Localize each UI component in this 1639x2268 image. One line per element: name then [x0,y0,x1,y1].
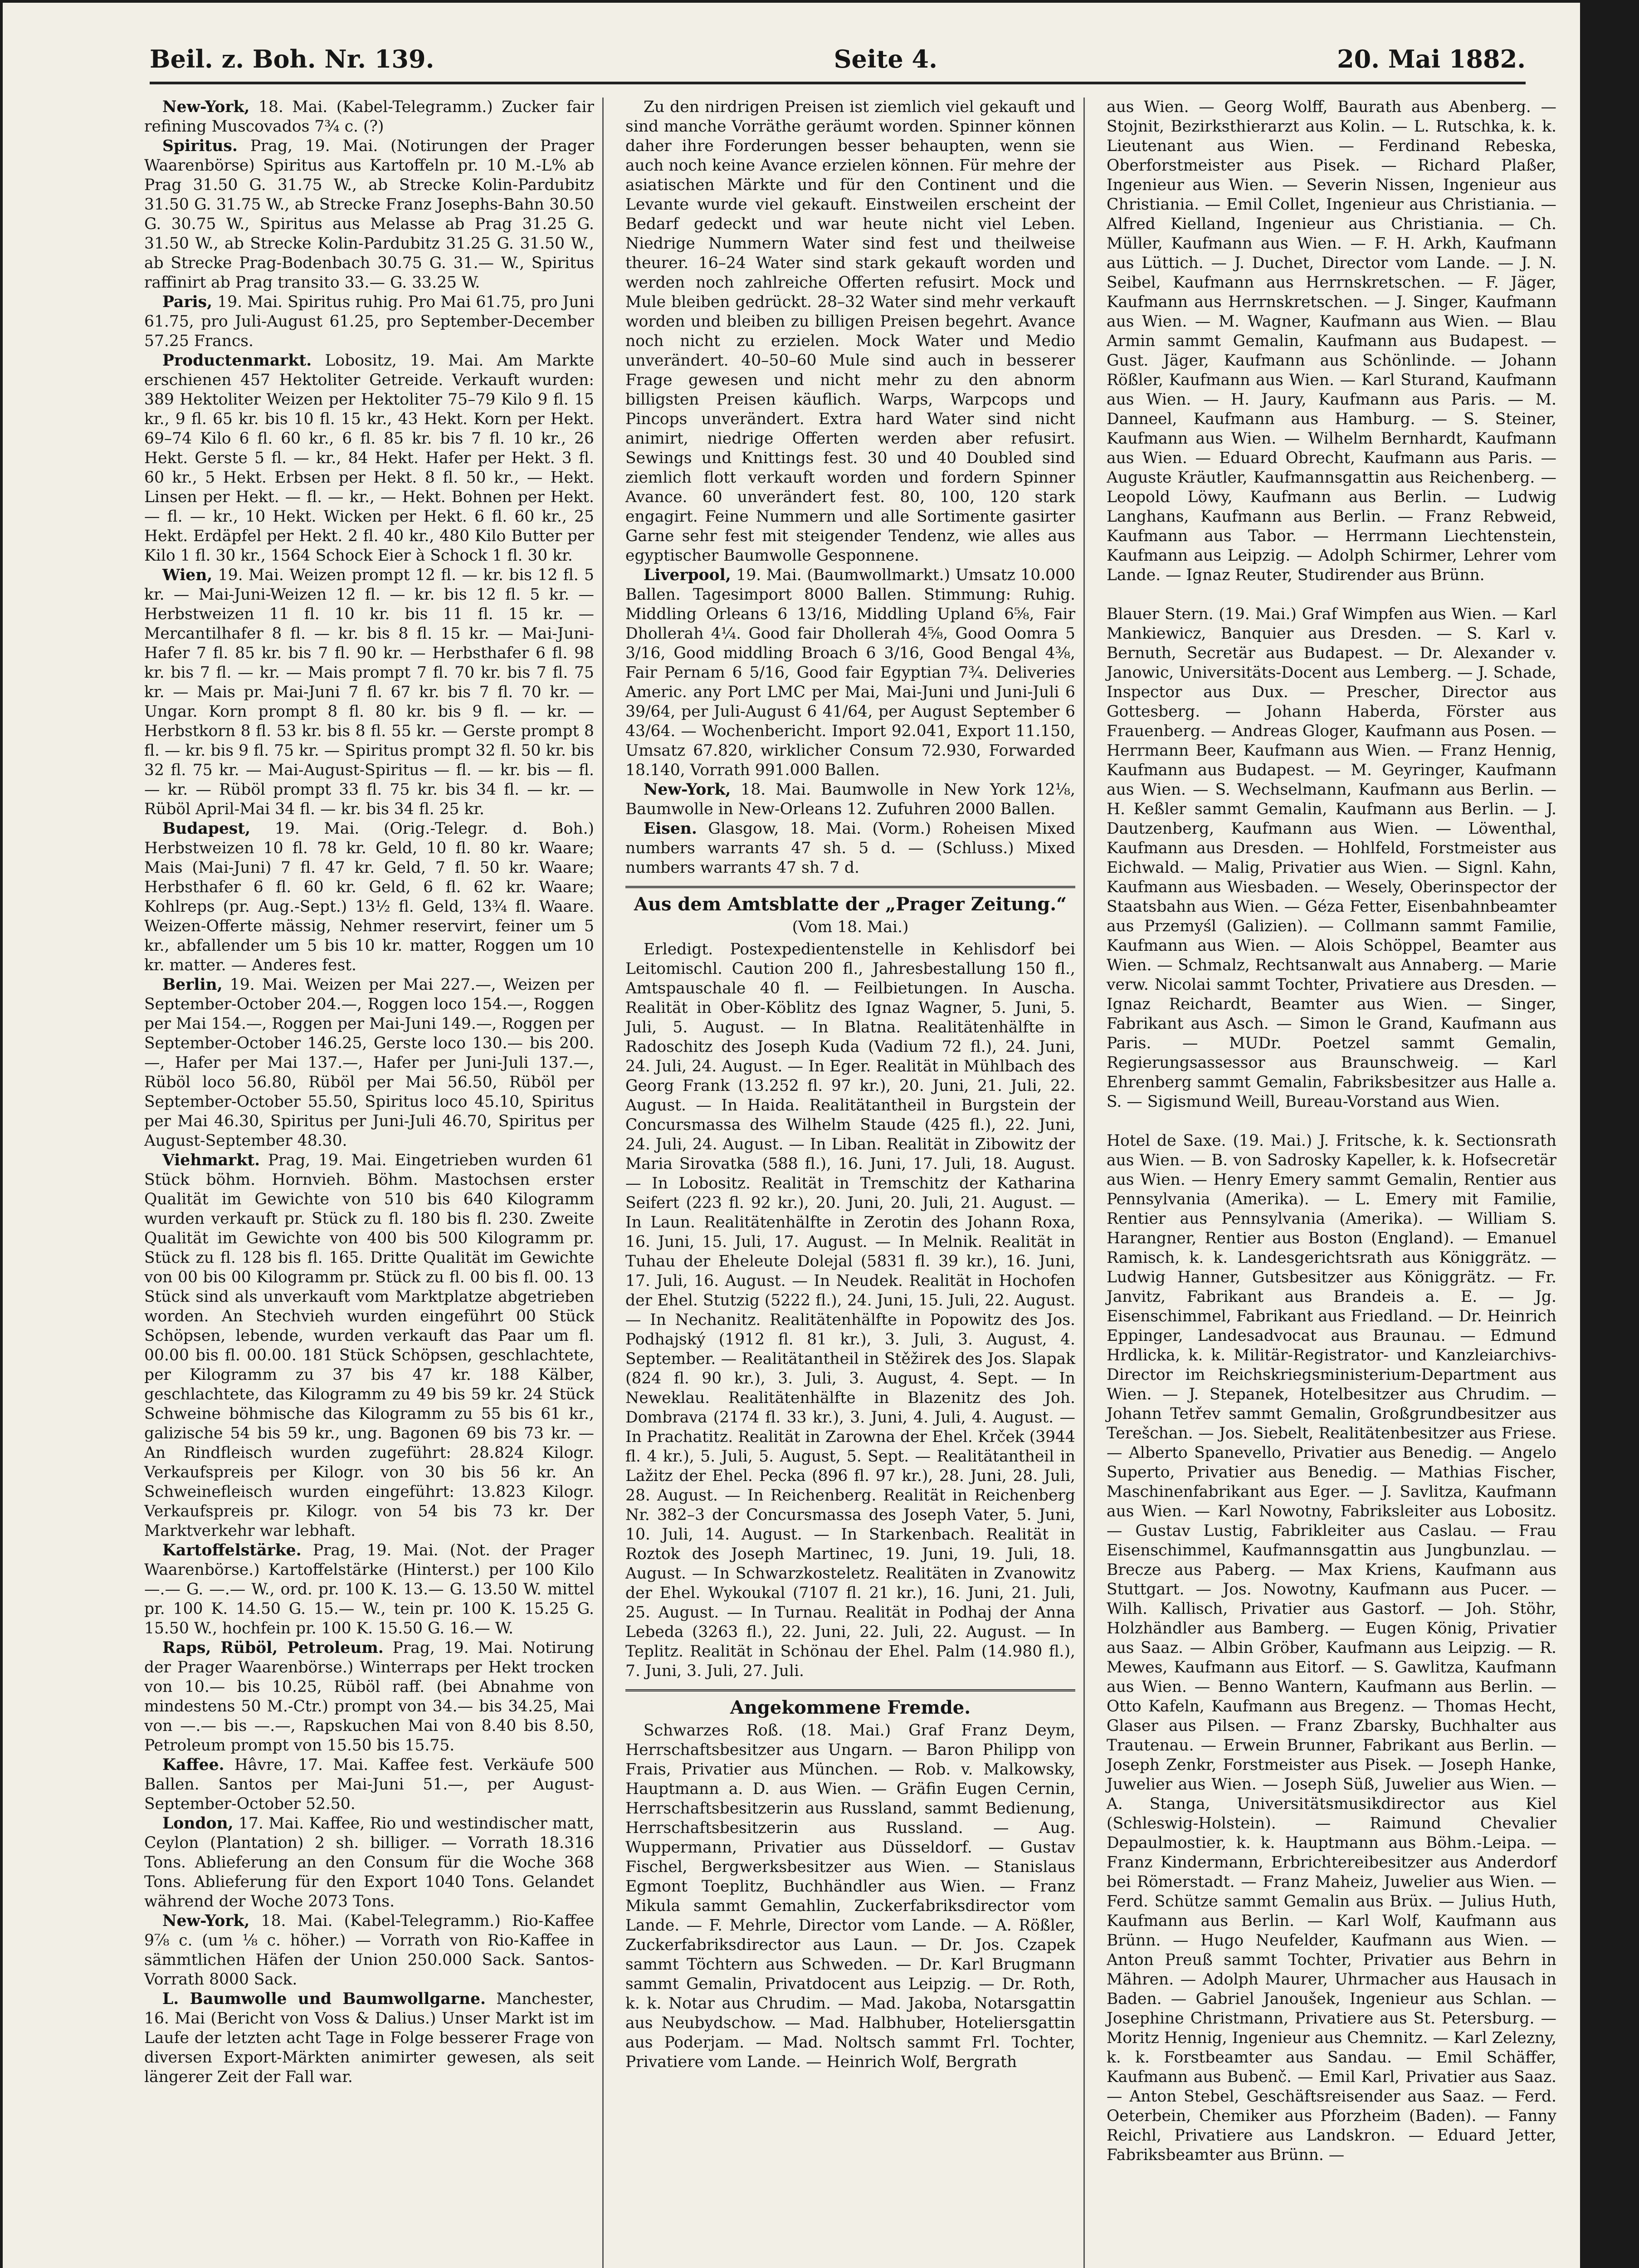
market-report-item [144,137,594,293]
report-heading: New-York, [162,1912,250,1930]
fremde-text: Schwarzes Roß. (18. Mai.) Graf Franz Deym, Herrschaftsbesitzer aus Ungarn. — Baron Philipp von Frais, Privatier aus München. — Rob. v. Malkowsky, Hauptmann a. D. aus Wien. — Gräfin Eugen Cernin, Herrschaftsbesitzerin aus Russland, sammt Bedienung, Herrschaftsbesitzerin aus Russland. — Aug. Wuppermann, Privatier aus Düsseldorf. — Gustav Fischel, Bergwerksbesitzer aus Wien. — Stanislaus Egmont Toeplitz, Buchhändler aus Wien. — Franz Mikula sammt Gemahlin, Zuckerfabriksdirector vom Lande. — F. Mehrle, Director vom Lande. — A. Rößler, Zuckerfabriksdirector aus Laun. — Dr. Jos. Czapek sammt Töchtern aus Schweden. — Dr. Karl Brugmann sammt Gemalin, Privatdocent aus Leipzig. — Dr. Roth, k. k. Notar aus Chrudim. — Mad. Jakoba, Notarsgattin aus Neubydschow. — Mad. Halbhuber, Hoteliersgattin aus Poderjam. — Mad. Noltsch sammt Frl. Tochter, Privatiere vom Lande. — Heinrich Wolf, Bergrath [625,1721,1075,2071]
amtsblatt-date: (Vom 18. Mai.) [792,918,909,936]
market-report-item [144,819,594,975]
report-heading: Kartoffelstärke. [162,1541,302,1559]
report-heading: Berlin, [162,976,223,994]
header-left: Beil. z. Boh. Nr. 139. [150,44,434,73]
market-report-item [625,819,1075,878]
report-heading: Wien, [162,566,213,584]
column-1 [136,98,604,2268]
market-report-item [144,293,594,351]
report-text: 18. Mai. (Kabel-Telegramm.) Rio-Kaffee 9⅞ c. (um ⅛ c. höher.) — Vorrath von Rio-Kaffee in sämmtlichen Häfen der Union 250.000 Sack. Santos-Vorrath 8000 Sack. [144,1912,594,1989]
report-text: Prag, 19. Mai. Notirung der Prager Waarenbörse.) Winterraps per Hekt trocken von 10.— bis 10.25, Rüböl raff. (bei Abnahme von mindestens 50 M.-Ctr.) prompt von 34.— bis 34.25, Mai von —.— bis —.—, Rapskuchen Mai von 8.40 bis 8.50, Petroleum prompt von 15.50 bis 15.75. [144,1639,595,1755]
report-text: 19. Mai. Spiritus ruhig. Pro Mai 61.75, pro Juni 61.75, pro Juli-August 61.25, pro September-December 57.25 Francs. [144,293,594,350]
report-heading: Raps, Rüböl, Petroleum. [162,1639,384,1657]
market-report-item [144,1911,594,1989]
fremde-title: Angekommene Fremde. [730,1697,971,1718]
page-header [150,36,1526,84]
report-text: Manchester, 16. Mai (Bericht von Voss & Dalius.) Unser Markt ist im Laufe der letzten acht Tage in Folge besserer Frage von diversen Export-Märkten animirter gewesen, als seit längerer Zeit der Fall war. [144,1990,594,2086]
report-text: Zu den nirdrigen Preisen ist ziemlich viel gekauft und sind manche Vorräthe geräumt worden. Spinner können daher ihre Forderungen besser behaupten, wenn sie auch noch keine Avance erzielen können. Für mehre der asiatischen Märkte und für den Continent und die Levante wurde viel gekauft. Einstweilen erscheint der Bedarf gedeckt und war heute nicht viel Leben. Niedrige Nummern Water sind fest und theilweise theurer. 16–24 Water sind stark gekauft worden und werden noch zahlreiche Offerten refusirt. Mock und Mule bleiben gedrückt. 28–32 Water sind mehr verkauft worden und bleiben zu billigen Preisen begehrt. Avance noch nicht zu erzielen. Mock Water und Medio unverändert. 40–50–60 Mule sind auch in besserer Frage gewesen und nicht mehr zu den abnorm billigsten Preisen käuflich. Warps, Warpcops und Pincops unverändert. Extra hard Water sind nicht animirt, niedrige Offerten werden aber refusirt. Sewings und Knittings fest. 30 und 40 Doubled sind ziemlich flott verkauft worden und fordern Spinner Avance. 60 unverändert fest. 80, 100, 120 stark engagirt. Feine Nummern und alle Sortimente gasirter Garne sehr fest mit steigender Tendenz, wie alles aus egyptischer Baumwolle Gesponnene. [625,98,1075,565]
report-text: 19. Mai. (Baumwollmarkt.) Umsatz 10.000 Ballen. Tagesimport 8000 Ballen. Stimmung: Ruhig. Middling Orleans 6 13/16, Middling Upland 6⅝, Fair Dhollerah 4¼. Good fair Dhollerah 4⅝, Good Oomra 5 3/16, Good middling Broach 6 3/16, Good Bengal 4⅜, Fair Pernam 6 5/16, Good fair Egyptian 7¾. Deliveries Americ. any Port LMC per Mai, Mai-Juni und Juni-Juli 6 39/64, per Juli-August 6 41/64, per August September 6 43/64. — Wochenbericht. Import 92.041, Export 11.150, Umsatz 67.820, wirklicher Consum 72.930, Forwarded 18.140, Vorrath 991.000 Ballen. [625,566,1075,779]
report-text: Hâvre, 17. Mai. Kaffee fest. Verkäufe 500 Ballen. Santos per Mai-Juni 51.—, per August-September-October 52.50. [144,1756,594,1813]
report-heading: London, [162,1814,234,1833]
report-heading: Productenmarkt. [162,352,312,370]
report-text: Lobositz, 19. Mai. Am Markte erschienen 457 Hektoliter Getreide. Verkauft wurden: 389 Hektoliter Weizen per Hektoliter 75–79 Kilo 9 fl. 15 kr., 9 fl. 65 kr. bis 10 fl. 15 kr., 43 Hekt. Korn per Hekt. 69–74 Kilo 6 fl. 60 kr., 6 fl. 85 kr. bis 7 fl. 10 kr., 26 Hekt. Gerste 5 fl. — kr., 84 Hekt. Hafer per Hekt. 3 fl. 60 kr., 5 Hekt. Erbsen per Hekt. 8 fl. 50 kr., — Hekt. Linsen per Hekt. — fl. — kr., — Hekt. Bohnen per Hekt. — fl. — kr., 10 Hekt. Wicken per Hekt. 6 fl. 60 kr., 25 Hekt. Erdäpfel per Hekt. 2 fl. 40 kr., 480 Kilo Butter per Kilo 1 fl. 30 kr., 1564 Schock Eier à Schock 1 fl. 30 kr. [144,352,594,565]
section-divider [625,1689,1075,1691]
report-heading: Budapest, [162,820,251,838]
market-report-item [144,975,594,1151]
report-text: 19. Mai. Weizen per Mai 227.—, Weizen per September-October 204.—, Roggen loco 154.—, Roggen per Mai 154.—, Roggen per Mai-Juni 149.—, Roggen per September-October 146.25, Gerste loco 130.— bis 200.—, Hafer per Mai 137.—, Hafer per Juni-Juli 137.—, Rüböl loco 56.80, Rüböl per Mai 56.50, Rüböl per September-October 55.50, Spiritus loco 45.10, Spiritus per Mai 46.30, Spiritus per Juni-Juli 46.70, Spiritus per August-September 48.30. [144,976,594,1150]
market-report-item [144,1989,594,2087]
market-report-item [144,1638,594,1755]
market-report-item [144,1151,594,1541]
report-text: 19. Mai. (Orig.-Telegr. d. Boh.) Herbstweizen 10 fl. 78 kr. Geld, 10 fl. 80 kr. Waare; Mais (Mai-Juni) 7 fl. 47 kr. Geld, 7 fl. 50 kr. Waare; Herbsthafer 6 fl. 60 kr. Geld, 6 fl. 62 kr. Waare; Kohlreps (pr. Aug.-Sept.) 13½ fl. Geld, 13¾ fl. Waare. Weizen-Offerte mässig, Nehmer reservirt, feiner um 5 kr., abfallender um 5 bis 10 kr. matter, Roggen um 10 kr. matter. — Anderes fest. [144,820,595,974]
report-heading: Paris, [162,293,213,311]
market-reports-continued [625,98,1075,878]
section-divider [625,886,1075,888]
newspaper-columns [136,98,1565,2268]
report-text: 17. Mai. Kaffee, Rio und westindischer matt, Ceylon (Plantation) 2 sh. billiger. — Vorrath 18.316 Tons. Ablieferung an den Consum für die Woche 368 Tons. Ablieferung für den Export 1040 Tons. Gelandet während der Woche 2073 Tons. [144,1814,595,1911]
report-text: 19. Mai. Weizen prompt 12 fl. — kr. bis 12 fl. 5 kr. — Mai-Juni-Weizen 12 fl. — kr. bis 12 fl. 5 kr. — Herbstweizen 11 fl. 10 kr. bis 11 fl. 15 kr. — Mercantilhafer 8 fl. — kr. bis 8 fl. 15 kr. — Mai-Juni-Hafer 7 fl. 85 kr. bis 7 fl. 90 kr. — Herbsthafer 6 fl. 98 kr. bis 7 fl. — kr. — Mais prompt 7 fl. 70 kr. bis 7 fl. 75 kr. — Mais pr. Mai-Juni 7 fl. 67 kr. bis 7 fl. 70 kr. — Ungar. Korn prompt 8 fl. 80 kr. bis 9 fl. — kr. — Herbstkorn 8 fl. 53 kr. bis 8 fl. 55 kr. — Gerste prompt 8 fl. — kr. bis 9 fl. 75 kr. — Spiritus prompt 32 fl. 50 kr. bis 32 fl. 75 kr. — Mai-August-Spiritus — fl. — kr. bis — fl. — kr. — Rüböl prompt 33 fl. 75 kr. bis 34 fl. — kr. — Rüböl April-Mai 34 fl. — kr. bis 34 fl. 25 kr. [144,566,595,818]
market-report-item [144,1755,594,1814]
market-report-item [625,566,1075,780]
report-text: 18. Mai. (Kabel-Telegramm.) Zucker fair refining Muscovados 7¾ c. (?) [144,98,594,136]
report-text: Prag, 19. Mai. (Notirungen der Prager Waarenbörse) Spiritus aus Kartoffeln pr. 10 M.-L% ab Prag 31.50 G. 31.75 W., ab Strecke Kolin-Pardubitz 31.50 G. 31.75 W., ab Strecke Franz Josephs-Bahn 30.50 G. 30.75 W., Spiritus aus Melasse ab Prag 31.25 G. 31.50 W., ab Strecke Kolin-Pardubitz 31.25 G. 31.50 W., ab Strecke Prag-Bodenbach 30.75 G. 31.— W., Spiritus raffinirt ab Prag transito 33.— G. 33.25 W. [144,137,595,292]
header-date: 20. Mai 1882. [1337,44,1526,73]
report-heading: Liverpool, [644,566,731,584]
market-report-item [625,780,1075,819]
market-report-item [144,1814,594,1911]
header-page-number: Seite 4. [834,44,937,73]
column-2 [617,98,1085,2268]
market-report-item [144,351,594,566]
report-heading: Kaffee. [162,1756,224,1774]
report-text: Prag, 19. Mai. Eingetrieben wurden 61 Stück böhm. Hornvieh. Böhm. Mastochsen erster Qualität im Gewichte von 510 bis 640 Kilogramm wurden verkauft pr. Stück zu fl. 180 bis fl. 230. Zweite Qualität im Gewichte von 400 bis 500 Kilogramm pr. Stück zu fl. 128 bis fl. 165. Dritte Qualität im Gewichte von 00 bis 00 Kilogramm pr. Stück zu fl. 00 bis fl. 00. 13 Stück sind als unverkauft vom Marktplatze abgetrieben worden. An Stechvieh wurden eingeführt 00 Stück Schöpsen, lebende, wurden verkauft das Paar um fl. 00.00 bis fl. 00.00. 181 Stück Schöpsen, geschlachtete, per Kilogramm zu 37 bis 47 kr. 188 Kälber, geschlachtete, das Kilogramm zu 49 bis 59 kr. 24 Stück Schweine böhmische das Kilogramm zu 55 bis 61 kr., galizische 54 bis 59 kr., ung. Bagonen 69 bis 73 kr. — An Rindfleisch wurden zugeführt: 28.824 Kilogr. Verkaufspreis per Kilogr. von 30 bis 56 kr. An Schweinefleisch wurden eingeführt: 13.823 Kilogr. Verkaufspreis pr. Kilogr. von 54 bis 73 kr. Der Marktverkehr war lebhaft. [144,1151,594,1540]
report-text: 18. Mai. Baumwolle in New York 12⅛, Baumwolle in New-Orleans 12. Zufuhren 2000 Ballen. [625,781,1076,818]
fremde-list-continued: aus Wien. — Georg Wolff, Baurath aus Abenberg. — Stojnit, Bezirksthierarzt aus Kolin. — L. Rutschka, k. k. Lieutenant aus Wien. — Ferdinand Rebeska, Oberforstmeister aus Pisek. — Richard Plaßer, Ingenieur aus Wien. — Severin Nissen, Ingenieur aus Christiania. — Emil Collet, Ingenieur aus Christiania. — Alfred Kielland, Ingenieur aus Christiania. — Ch. Müller, Kaufmann aus Wien. — F. H. Arkh, Kaufmann aus Lüttich. — J. Duchet, Director vom Lande. — J. N. Seibel, Kaufmann aus Herrnskretschen. — F. Jäger, Kaufmann aus Herrnskretschen. — J. Singer, Kaufmann aus Wien. — M. Wagner, Kaufmann aus Wien. — Blau Armin sammt Gemalin, Kaufmann aus Budapest. — Gust. Jäger, Kaufmann aus Schönlinde. — Johann Rößler, Kaufmann aus Wien. — Karl Sturand, Kaufmann aus Wien. — H. Jaury, Kaufmann aus Paris. — M. Danneel, Kaufmann aus Hamburg. — S. Steiner, Kaufmann aus Wien. — Wilhelm Bernhardt, Kaufmann aus Wien. — Eduard Obrecht, Kaufmann aus Paris. — Auguste Kräutler, Kaufmannsgattin aus Reichenberg. — Leopold Löwy, Kaufmann aus Berlin. — Ludwig Langhans, Kaufmann aus Berlin. — Franz Rebweid, Kaufmann aus Tabor. — Herrmann Liechtenstein, Kaufmann aus Leipzig. — Adolph Schirmer, Lehrer vom Lande. — Ignaz Reuter, Studirender aus Brünn. Blauer Stern. (19. Mai.) Graf Wimpfen aus Wien. — Karl Mankiewicz, Banquier aus Dresden. — S. Karl v. Bernuth, Secretär aus Budapest. — Dr. Alexander v. Janowic, Universitäts-Docent aus Lemberg. — J. Schade, Inspector aus Dux. — Prescher, Director aus Gottesberg. — Johann Haberda, Förster aus Frauenberg. — Andreas Gloger, Kaufmann aus Posen. — Herrmann Beer, Kaufmann aus Wien. — Franz Hennig, Kaufmann aus Budapest. — M. Geyringer, Kaufmann aus Wien. — S. Wechselmann, Kaufmann aus Berlin. — H. Keßler sammt Gemalin, Kaufmann aus Berlin. — J. Dautzenberg, Kaufmann aus Wien. — Löwenthal, Kaufmann aus Dresden. — Hohlfeld, Forstmeister aus Eichwald. — Malig, Privatier aus Wien. — Signl. Kahn, Kaufmann aus Wiesbaden. — Wesely, Oberinspector der Staatsbahn aus Wien. — Géza Fetter, Eisenbahnbeamter aus Przemyśl (Galizien). — Collmann sammt Familie, Kaufmann aus Wien. — Alois Schöppel, Beamter aus Wien. — Schmalz, Rechtsanwalt aus Annaberg. — Marie verw. Nicolai sammt Tochter, Privatiere aus Dresden. — Ignaz Reichardt, Beamter aus Wien. — Singer, Fabrikant aus Asch. — Simon le Grand, Kaufmann aus Paris. — MUDr. Poetzel sammt Gemalin, Regierungsassessor aus Braunschweig. — Karl Ehrenberg sammt Gemalin, Fabriksbesitzer aus Halle a. S. — Sigismund Weill, Bureau-Vorstand aus Wien. Hotel de Saxe. (19. Mai.) J. Fritsche, k. k. Sectionsrath aus Wien. — B. von Sadrosky Kapeller, k. k. Hofsecretär aus Wien. — Henry Emery sammt Gemalin, Rentier aus Pennsylvania (Amerika). — L. Emery mit Familie, Rentier aus Pennsylvania (Amerika). — William S. Harangner, Rentier aus Boston (England). — Emanuel Ramisch, k. k. Landesgerichtsrath aus Königgrätz. — Ludwig Hanner, Gutsbesitzer aus Königgrätz. — Fr. Janvitz, Fabrikant aus Brandeis a. E. — Jg. Eisenschimmel, Fabrikant aus Friedland. — Dr. Heinrich Eppinger, Landesadvocat aus Braunau. — Edmund Hrdlicka, k. k. Militär-Registrator- und Kanzleiarchivs-Director im Reichskriegsministerium-Department aus Wien. — J. Stepanek, Hotelbesitzer aus Chrudim. — Johann Tetřev sammt Gemalin, Großgrundbesitzer aus Terešchan. — Jos. Siebelt, Realitätenbesitzer aus Friese. — Alberto Spanevello, Privatier aus Benedig. — Angelo Superto, Privatier aus Benedig. — Mathias Fischer, Maschinenfabrikant aus Eger. — J. Savlitza, Kaufmann aus Wien. — Karl Nowotny, Fabriksleiter aus Lobositz. — Gustav Lustig, Fabrikleiter aus Caslau. — Frau Eisenschimmel, Kaufmannsgattin aus Jungbunzlau. — Brecze aus Paberg. — Max Kriens, Kaufmann aus Stuttgart. — Jos. Nowotny, Kaufmann aus Pucer. — Wilh. Kallisch, Privatier aus Gastorf. — Joh. Stöhr, Holzhändler aus Bamberg. — Eugen König, Privatier aus Saaz. — Albin Gröber, Kaufmann aus Leipzig. — R. Mewes, Kaufmann aus Eitorf. — S. Gawlitza, Kaufmann aus Wien. — Benno Wantern, Kaufmann aus Berlin. — Otto Kafeln, Kaufmann aus Bregenz. — Thomas Hecht, Glaser aus Pilsen. — Franz Zbarsky, Buchhalter aus Trautenau. — Erwein Brunner, Fabrikant aus Berlin. — Joseph Zenkr, Forstmeister aus Pisek. — Joseph Hanke, Juwelier aus Wien. — Joseph Süß, Juwelier aus Wien. — A. Stanga, Universitätsmusikdirector aus Kiel (Schleswig-Holstein). — Raimund Chevalier Depaulmostier, k. k. Hauptmann aus Böhm.-Leipa. — Franz Kindermann, Erbrichtereibesitzer aus Anderdorf bei Römerstadt. — Franz Maheiz, Juwelier aus Wien. — Ferd. Schütze sammt Gemalin aus Brüx. — Julius Huth, Kaufmann aus Berlin. — Karl Wolf, Kaufmann aus Brünn. — Hugo Neufelder, Kaufmann aus Wien. — Anton Preuß sammt Tochter, Privatier aus Behrn in Mähren. — Adolph Maurer, Uhrmacher aus Hausach in Baden. — Gabriel Janoušek, Ingenieur aus Schlan. — Josephine Christmann, Privatiere aus St. Petersburg. — Moritz Hennig, Ingenieur aus Chemnitz. — Karl Zelezny, k. k. Forstbeamter aus Sandau. — Emil Schäffer, Kaufmann aus Bubenč. — Emil Karl, Privatier aus Saaz. — Anton Stebel, Geschäftsreisender aus Saaz. — Ferd. Oeterbein, Chemiker aus Pforzheim (Baden). — Fanny Reichl, Privatiere aus Landskron. — Eduard Jetter, Fabriksbeamter aus Brünn. — [1107,98,1556,2164]
report-heading: Eisen. [644,820,697,838]
report-heading: New-York, [162,98,250,116]
scan-edge-band [1580,0,1639,2268]
amtsblatt-title: Aus dem Amtsblatte der „Prager Zeitung.“ [634,894,1067,915]
amtsblatt-text: Erledigt. Postexpedientenstelle in Kehlisdorf bei Leitomischl. Caution 200 fl., Jahresbestallung 150 fl., Amtspauschale 40 fl. — Feilbietungen. In Auscha. Realität in Ober-Köblitz des Ignaz Wagner, 5. Juni, 5. Juli, 5. August. — In Blatna. Realitätenhälfte in Radoschitz des Joseph Kuda (Vadium 72 fl.), 24. Juni, 24. Juli, 24. August. — In Eger. Realität in Mühlbach des Georg Frank (13.252 fl. 97 kr.), 20. Juni, 21. Juli, 22. August. — In Haida. Realitätantheil in Burgstein der Concursmassa des Wilhelm Staude (425 fl.), 22. Juni, 24. Juli, 24. August. — In Liban. Realität in Zibowitz der Maria Sirovatka (588 fl.), 16. Juni, 17. Juli, 18. August. — In Lobositz. Realität in Tremschitz der Katharina Seifert (223 fl. 92 kr.), 20. Juni, 20. Juli, 21. August. — In Laun. Realitätenhälfte in Zerotin des Johann Roxa, 16. Juni, 15. Juli, 17. August. — In Melnik. Realität in Tuhau der Eheleute Dolejal (5831 fl. 39 kr.), 16. Juni, 17. Juli, 16. August. — In Neudek. Realität in Hochofen der Ehel. Stutzig (5222 fl.), 24. Juni, 15. Juli, 22. August. — In Nechanitz. Realitätenhälfte in Popowitz des Jos. Podhajský (1912 fl. 81 kr.), 3. Juli, 3. August, 4. September. — Realitätantheil in Stěžirek des Jos. Slapak (824 fl. 90 kr.), 3. Juli, 3. August, 4. Sept. — In Neweklau. Realitätenhälfte in Blazenitz des Joh. Dombrava (2174 fl. 33 kr.), 3. Juni, 4. Juli, 4. August. — In Prachatitz. Realität in Zarowna der Ehel. Krček (3944 fl. 4 kr.), 5. Juli, 5. August, 5. Sept. — Realitätantheil in Lažitz der Ehel. Pecka (896 fl. 97 kr.), 28. Juni, 28. Juli, 28. August. — In Reichenberg. Realität in Reichenberg Nr. 382–3 der Concursmassa des Joseph Vater, 5. Juni, 10. Juli, 14. August. — In Starkenbach. Realität in Roztok des Joseph Martinec, 19. Juni, 19. Juli, 18. August. — In Schwarzkosteletz. Realitäten in Zvanowitz der Ehel. Wykoukal (7107 fl. 21 kr.), 16. Juni, 21. Juli, 25. August. — In Turnau. Realität in Podhaj der Anna Lebeda (3263 fl.), 22. Juni, 22. Juli, 22. August. — In Teplitz. Realität in Schönau der Ehel. Palm (14.980 fl.), 7. Juni, 3. Juli, 27. Juli. [625,940,1075,1680]
report-text: Glasgow, 18. Mai. (Vorm.) Roheisen Mixed numbers warrants 47 sh. 5 d. — (Schluss.) Mixed numbers warrants 47 sh. 7 d. [625,820,1075,877]
market-report-item [144,98,594,137]
report-text: Prag, 19. Mai. (Not. der Prager Waarenbörse.) Kartoffelstärke (Hinterst.) per 100 Kilo —.— G. —.— W., ord. pr. 100 K. 13.— G. 13.50 W. mittel pr. 100 K. 14.50 G. 15.— W., tein pr. 100 K. 15.25 G. 15.50 W., hochfein pr. 100 K. 15.50 G. 16.— W. [144,1541,595,1637]
market-report-item [144,566,594,819]
market-report-item [625,98,1075,566]
report-heading: New-York, [644,781,731,799]
report-heading: L. Baumwolle und Baumwollgarne. [162,1990,486,2008]
report-heading: Viehmarkt. [162,1151,260,1169]
report-heading: Spiritus. [162,137,238,155]
market-report-item [144,1541,594,1638]
column-3 [1098,98,1565,2268]
